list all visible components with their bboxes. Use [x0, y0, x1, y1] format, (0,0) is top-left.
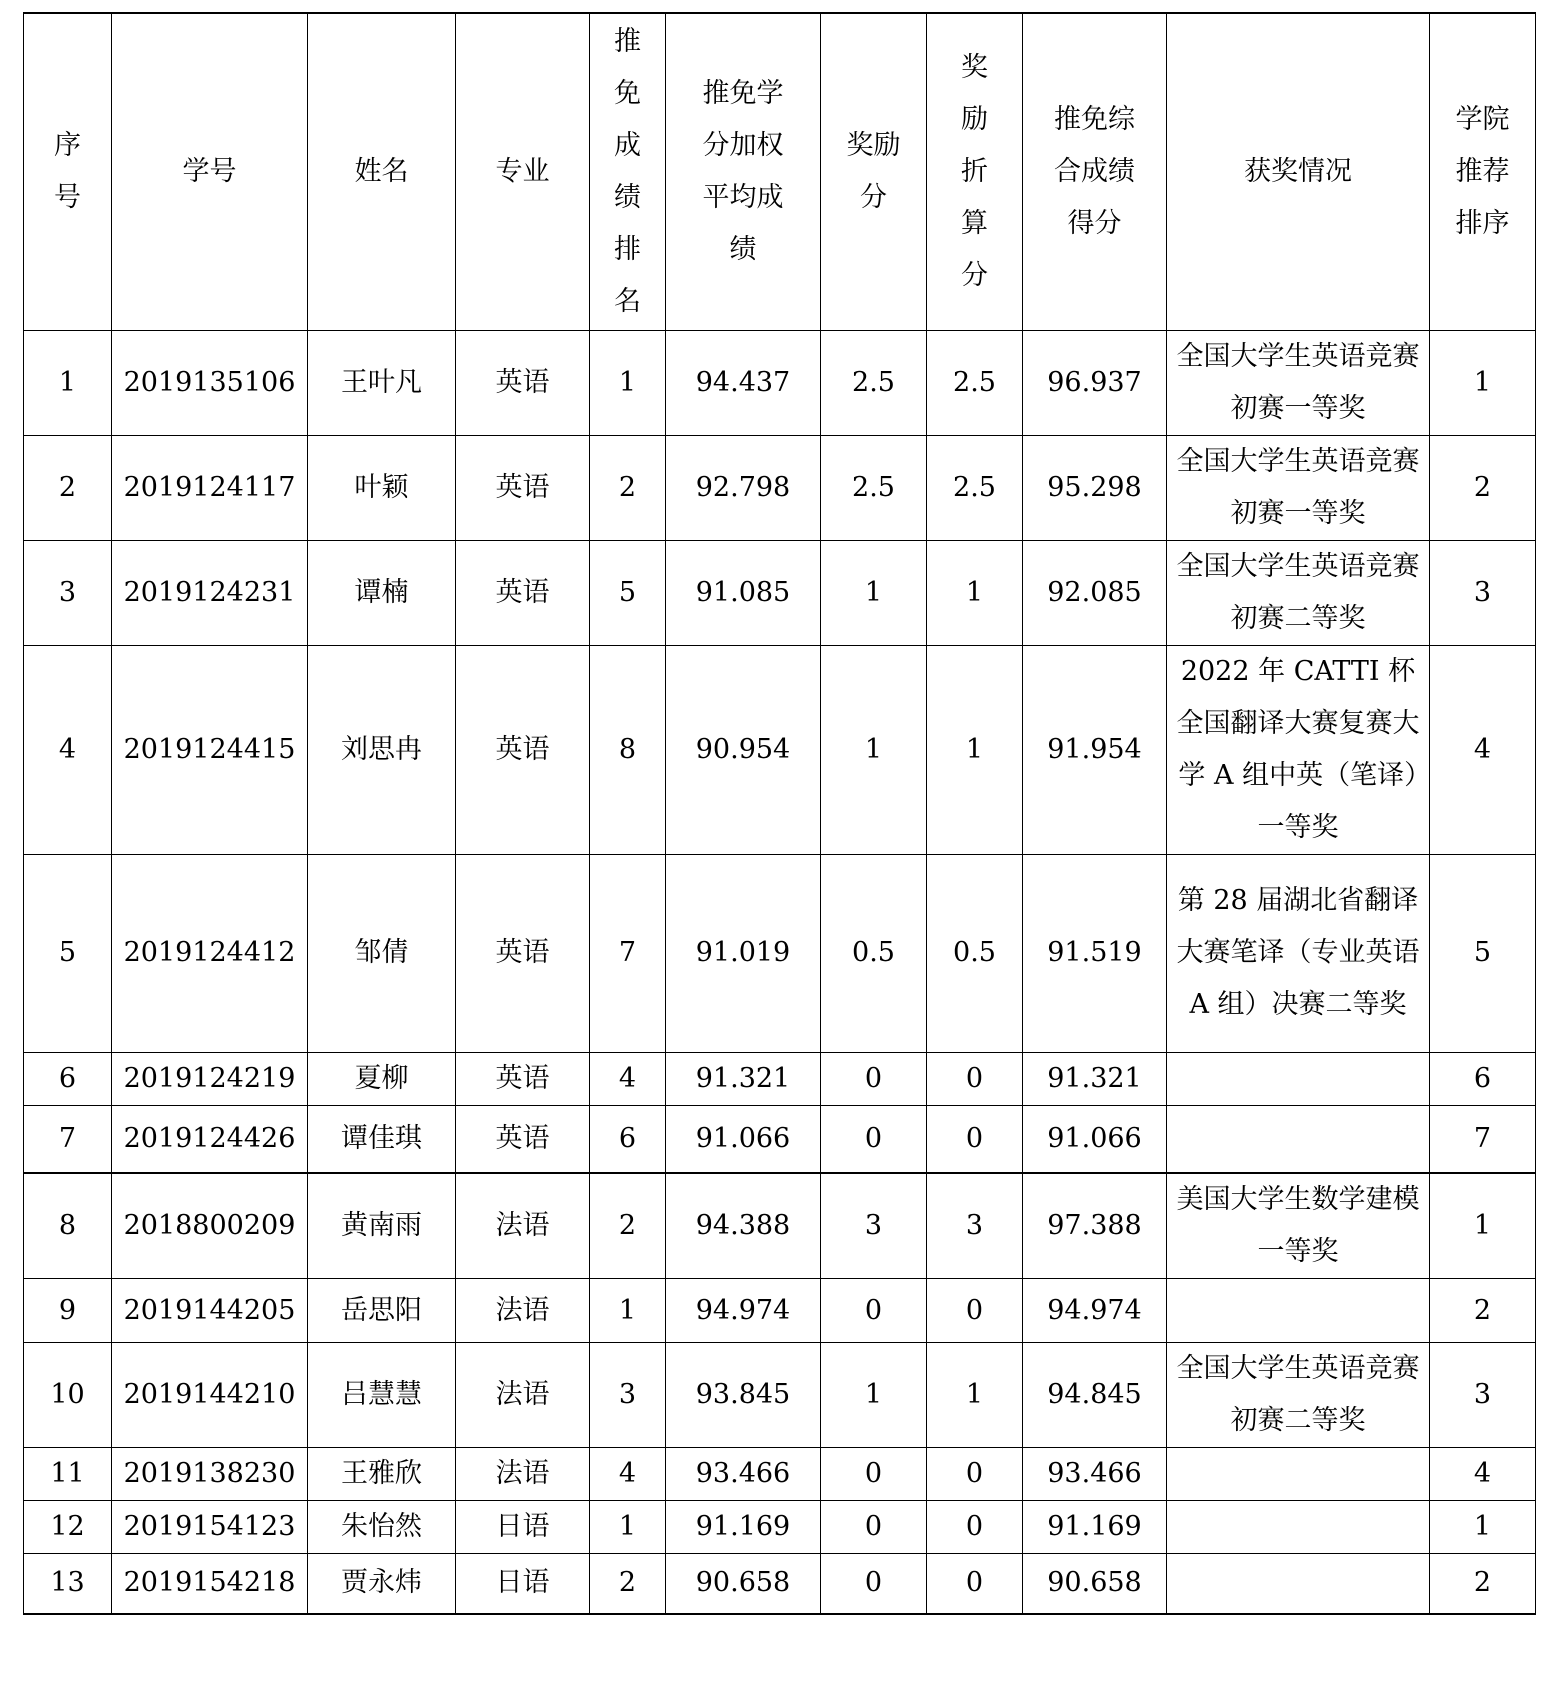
- student-id-cell: 2019124219: [112, 1052, 308, 1105]
- name-cell: 岳思阳: [308, 1279, 456, 1343]
- table-row: [24, 1279, 1536, 1343]
- name-cell: 叶颖: [308, 435, 456, 540]
- total-score-cell: 92.085: [1023, 540, 1167, 645]
- awards-cell: [1167, 1554, 1430, 1614]
- rank-cell: 2: [590, 1173, 666, 1279]
- seq-cell: 11: [24, 1448, 112, 1501]
- bonus-cell: 0: [821, 1448, 927, 1501]
- bonus-cell: 0: [821, 1501, 927, 1554]
- weighted-avg-cell: 94.388: [666, 1173, 821, 1279]
- college-rank-cell: 3: [1430, 1343, 1536, 1448]
- awards-cell: [1167, 1501, 1430, 1554]
- college-rank-cell: 4: [1430, 645, 1536, 854]
- awards-cell: 全国大学生英语竞赛初赛一等奖: [1167, 330, 1430, 435]
- bonus-converted-cell: 0.5: [927, 854, 1023, 1052]
- student-id-cell: 2019124426: [112, 1105, 308, 1173]
- rank-cell: 1: [590, 330, 666, 435]
- table-body: [24, 330, 1536, 1614]
- header-major: 专业: [456, 13, 590, 330]
- seq-cell: 9: [24, 1279, 112, 1343]
- rank-cell: 4: [590, 1448, 666, 1501]
- major-cell: 英语: [456, 435, 590, 540]
- awards-cell: [1167, 1105, 1430, 1173]
- bonus-cell: 0: [821, 1554, 927, 1614]
- table-row: [24, 1448, 1536, 1501]
- student-id-cell: 2019154123: [112, 1501, 308, 1554]
- major-cell: 英语: [456, 854, 590, 1052]
- major-cell: 法语: [456, 1173, 590, 1279]
- table-row: [24, 854, 1536, 1052]
- header-college-rank: 学院 推荐 排序: [1430, 13, 1536, 330]
- college-rank-cell: 2: [1430, 1554, 1536, 1614]
- college-rank-cell: 1: [1430, 1173, 1536, 1279]
- bonus-cell: 1: [821, 1343, 927, 1448]
- rank-cell: 3: [590, 1343, 666, 1448]
- name-cell: 刘思冉: [308, 645, 456, 854]
- seq-cell: 7: [24, 1105, 112, 1173]
- bonus-converted-cell: 3: [927, 1173, 1023, 1279]
- header-total-score: 推免综 合成绩 得分: [1023, 13, 1167, 330]
- total-score-cell: 93.466: [1023, 1448, 1167, 1501]
- weighted-avg-cell: 91.019: [666, 854, 821, 1052]
- total-score-cell: 91.519: [1023, 854, 1167, 1052]
- student-id-cell: 2019144205: [112, 1279, 308, 1343]
- rank-cell: 7: [590, 854, 666, 1052]
- major-cell: 英语: [456, 540, 590, 645]
- rank-cell: 8: [590, 645, 666, 854]
- seq-cell: 8: [24, 1173, 112, 1279]
- major-cell: 法语: [456, 1279, 590, 1343]
- seq-cell: 10: [24, 1343, 112, 1448]
- rank-cell: 6: [590, 1105, 666, 1173]
- weighted-avg-cell: 94.437: [666, 330, 821, 435]
- name-cell: 黄南雨: [308, 1173, 456, 1279]
- bonus-converted-cell: 0: [927, 1554, 1023, 1614]
- college-rank-cell: 1: [1430, 330, 1536, 435]
- bonus-converted-cell: 1: [927, 540, 1023, 645]
- header-name: 姓名: [308, 13, 456, 330]
- college-rank-cell: 4: [1430, 1448, 1536, 1501]
- total-score-cell: 91.321: [1023, 1052, 1167, 1105]
- bonus-converted-cell: 2.5: [927, 330, 1023, 435]
- major-cell: 英语: [456, 330, 590, 435]
- bonus-converted-cell: 0: [927, 1501, 1023, 1554]
- student-id-cell: 2019124412: [112, 854, 308, 1052]
- college-rank-cell: 3: [1430, 540, 1536, 645]
- major-cell: 英语: [456, 1105, 590, 1173]
- bonus-cell: 0: [821, 1105, 927, 1173]
- name-cell: 朱怡然: [308, 1501, 456, 1554]
- bonus-cell: 2.5: [821, 435, 927, 540]
- awards-cell: 美国大学生数学建模一等奖: [1167, 1173, 1430, 1279]
- name-cell: 吕慧慧: [308, 1343, 456, 1448]
- weighted-avg-cell: 90.658: [666, 1554, 821, 1614]
- total-score-cell: 97.388: [1023, 1173, 1167, 1279]
- ranking-table: [23, 12, 1536, 1615]
- student-id-cell: 2019154218: [112, 1554, 308, 1614]
- major-cell: 日语: [456, 1501, 590, 1554]
- bonus-cell: 0: [821, 1052, 927, 1105]
- weighted-avg-cell: 91.169: [666, 1501, 821, 1554]
- total-score-cell: 91.169: [1023, 1501, 1167, 1554]
- bonus-cell: 0: [821, 1279, 927, 1343]
- seq-cell: 4: [24, 645, 112, 854]
- bonus-cell: 1: [821, 645, 927, 854]
- college-rank-cell: 2: [1430, 435, 1536, 540]
- name-cell: 王雅欣: [308, 1448, 456, 1501]
- table-row: [24, 1105, 1536, 1173]
- student-id-cell: 2019124415: [112, 645, 308, 854]
- seq-cell: 3: [24, 540, 112, 645]
- seq-cell: 6: [24, 1052, 112, 1105]
- bonus-converted-cell: 2.5: [927, 435, 1023, 540]
- table-row: [24, 1173, 1536, 1279]
- awards-cell: 全国大学生英语竞赛初赛一等奖: [1167, 435, 1430, 540]
- awards-cell: 2022 年 CATTI 杯全国翻译大赛复赛大学 A 组中英（笔译）一等奖: [1167, 645, 1430, 854]
- header-row: [24, 13, 1536, 330]
- header-bonus: 奖励 分: [821, 13, 927, 330]
- rank-cell: 1: [590, 1501, 666, 1554]
- header-awards: 获奖情况: [1167, 13, 1430, 330]
- table-row: [24, 1343, 1536, 1448]
- bonus-converted-cell: 0: [927, 1279, 1023, 1343]
- name-cell: 邹倩: [308, 854, 456, 1052]
- table-header: [24, 13, 1536, 330]
- total-score-cell: 91.954: [1023, 645, 1167, 854]
- rank-cell: 2: [590, 1554, 666, 1614]
- ranking-sheet: [23, 12, 1535, 1615]
- bonus-converted-cell: 0: [927, 1448, 1023, 1501]
- name-cell: 谭楠: [308, 540, 456, 645]
- name-cell: 贾永炜: [308, 1554, 456, 1614]
- table-row: [24, 540, 1536, 645]
- college-rank-cell: 5: [1430, 854, 1536, 1052]
- bonus-converted-cell: 0: [927, 1052, 1023, 1105]
- awards-cell: [1167, 1448, 1430, 1501]
- student-id-cell: 2019144210: [112, 1343, 308, 1448]
- weighted-avg-cell: 92.798: [666, 435, 821, 540]
- total-score-cell: 90.658: [1023, 1554, 1167, 1614]
- weighted-avg-cell: 90.954: [666, 645, 821, 854]
- awards-cell: 全国大学生英语竞赛初赛二等奖: [1167, 1343, 1430, 1448]
- weighted-avg-cell: 93.845: [666, 1343, 821, 1448]
- rank-cell: 5: [590, 540, 666, 645]
- header-weighted-avg: 推免学 分加权 平均成 绩: [666, 13, 821, 330]
- college-rank-cell: 2: [1430, 1279, 1536, 1343]
- total-score-cell: 94.974: [1023, 1279, 1167, 1343]
- name-cell: 王叶凡: [308, 330, 456, 435]
- bonus-cell: 3: [821, 1173, 927, 1279]
- seq-cell: 5: [24, 854, 112, 1052]
- header-seq: 序 号: [24, 13, 112, 330]
- student-id-cell: 2019124117: [112, 435, 308, 540]
- major-cell: 英语: [456, 1052, 590, 1105]
- bonus-converted-cell: 1: [927, 1343, 1023, 1448]
- seq-cell: 2: [24, 435, 112, 540]
- bonus-cell: 1: [821, 540, 927, 645]
- rank-cell: 2: [590, 435, 666, 540]
- awards-cell: [1167, 1052, 1430, 1105]
- total-score-cell: 96.937: [1023, 330, 1167, 435]
- major-cell: 法语: [456, 1343, 590, 1448]
- awards-cell: 全国大学生英语竞赛初赛二等奖: [1167, 540, 1430, 645]
- rank-cell: 1: [590, 1279, 666, 1343]
- college-rank-cell: 1: [1430, 1501, 1536, 1554]
- awards-cell: [1167, 1279, 1430, 1343]
- seq-cell: 12: [24, 1501, 112, 1554]
- college-rank-cell: 6: [1430, 1052, 1536, 1105]
- name-cell: 夏柳: [308, 1052, 456, 1105]
- table-row: [24, 1052, 1536, 1105]
- student-id-cell: 2019124231: [112, 540, 308, 645]
- table-row: [24, 330, 1536, 435]
- awards-cell: 第 28 届湖北省翻译大赛笔译（专业英语 A 组）决赛二等奖: [1167, 854, 1430, 1052]
- name-cell: 谭佳琪: [308, 1105, 456, 1173]
- table-row: [24, 1501, 1536, 1554]
- table-row: [24, 435, 1536, 540]
- seq-cell: 13: [24, 1554, 112, 1614]
- header-rank: 推 免 成 绩 排 名: [590, 13, 666, 330]
- weighted-avg-cell: 91.066: [666, 1105, 821, 1173]
- student-id-cell: 2019135106: [112, 330, 308, 435]
- table-row: [24, 1554, 1536, 1614]
- total-score-cell: 95.298: [1023, 435, 1167, 540]
- student-id-cell: 2018800209: [112, 1173, 308, 1279]
- header-student-id: 学号: [112, 13, 308, 330]
- weighted-avg-cell: 91.085: [666, 540, 821, 645]
- college-rank-cell: 7: [1430, 1105, 1536, 1173]
- bonus-cell: 0.5: [821, 854, 927, 1052]
- bonus-converted-cell: 1: [927, 645, 1023, 854]
- major-cell: 英语: [456, 645, 590, 854]
- major-cell: 日语: [456, 1554, 590, 1614]
- rank-cell: 4: [590, 1052, 666, 1105]
- weighted-avg-cell: 91.321: [666, 1052, 821, 1105]
- table-row: [24, 645, 1536, 854]
- seq-cell: 1: [24, 330, 112, 435]
- bonus-cell: 2.5: [821, 330, 927, 435]
- major-cell: 法语: [456, 1448, 590, 1501]
- bonus-converted-cell: 0: [927, 1105, 1023, 1173]
- total-score-cell: 94.845: [1023, 1343, 1167, 1448]
- weighted-avg-cell: 94.974: [666, 1279, 821, 1343]
- student-id-cell: 2019138230: [112, 1448, 308, 1501]
- weighted-avg-cell: 93.466: [666, 1448, 821, 1501]
- header-bonus-converted: 奖 励 折 算 分: [927, 13, 1023, 330]
- total-score-cell: 91.066: [1023, 1105, 1167, 1173]
